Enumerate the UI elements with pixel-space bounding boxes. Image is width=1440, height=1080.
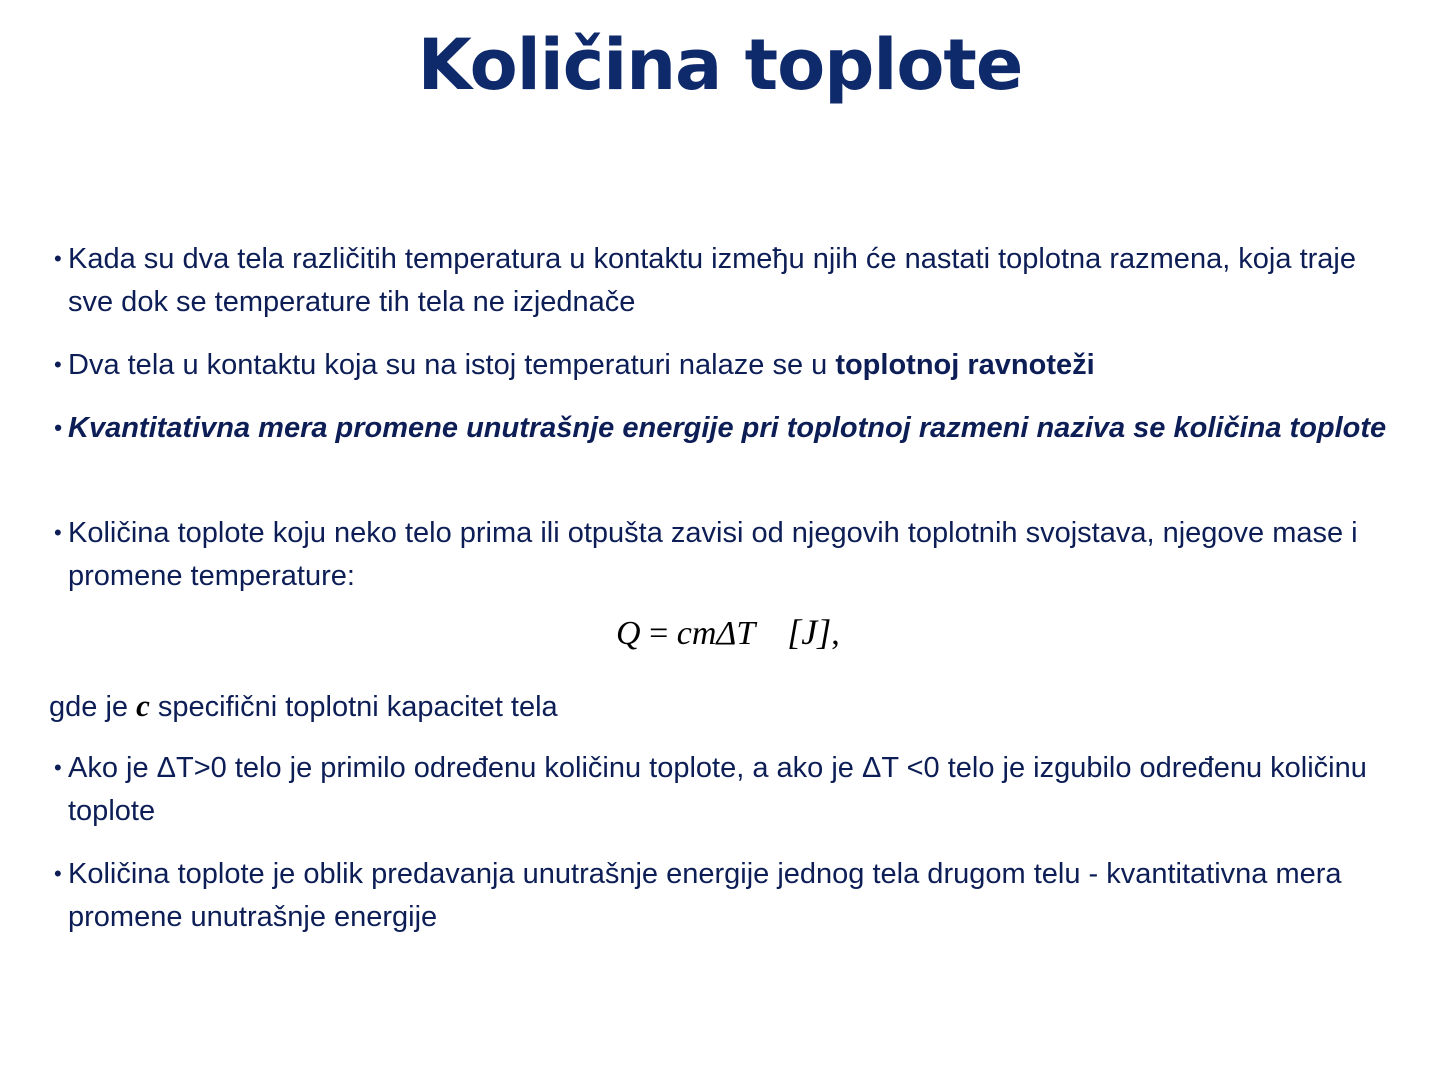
bullet-text: Količina toplote je oblik predavanja unutrašnje energije jednog tela drugom telu - kvantitativna mera promene unutrašnje energije <box>68 858 1342 933</box>
note-prefix: gde je <box>49 691 137 723</box>
formula-rhs: cmΔT <box>676 615 756 652</box>
formula-equals: = <box>640 615 677 652</box>
bullet-item <box>54 746 1398 833</box>
bullet-item <box>54 237 1398 324</box>
formula-unit: [J] <box>787 612 832 652</box>
bullet-dot-icon: • <box>54 246 62 271</box>
bullet-text: Ako je ΔT>0 telo je primilo određenu količinu toplote, a ako je ΔT <0 telo je izgubilo određenu količinu toplote <box>68 752 1367 827</box>
formula-lhs: Q <box>616 615 641 652</box>
heat-formula <box>616 610 840 656</box>
bullet-dot-icon: • <box>54 415 62 440</box>
bullet-item <box>54 511 1398 598</box>
formula-note <box>49 684 558 729</box>
bullet-dot-icon: • <box>54 520 62 545</box>
bullet-text: Kada su dva tela različitih temperatura u kontaktu izmeђu njih će nastati toplotna razmena, koja traje sve dok se temperature tih tela ne izjednače <box>68 243 1356 318</box>
bullet-dot-icon: • <box>54 861 62 886</box>
bullet-text: Dva tela u kontaktu koja su na istoj temperaturi nalaze se u <box>68 349 836 381</box>
formula-trailing: , <box>831 615 840 652</box>
bullet-text-emphasis: toplotnoj ravnoteži <box>835 349 1095 381</box>
bullet-item <box>54 852 1398 939</box>
bullet-item-definition <box>54 406 1398 450</box>
bullet-item <box>54 343 1398 387</box>
bullet-text: Kvantitativna mera promene unutrašnje energije pri toplotnoj razmeni naziva se količina toplote <box>68 412 1387 444</box>
bullet-text: Količina toplote koju neko telo prima ili otpušta zavisi od njegovih toplotnih svojstava, njegove mase i promene temperature: <box>68 517 1358 592</box>
bullet-dot-icon: • <box>54 755 62 780</box>
note-suffix: specifični toplotni kapacitet tela <box>149 691 558 723</box>
note-variable: c <box>136 688 150 723</box>
slide-title: Količina toplote <box>417 24 1023 106</box>
bullet-dot-icon: • <box>54 352 62 377</box>
